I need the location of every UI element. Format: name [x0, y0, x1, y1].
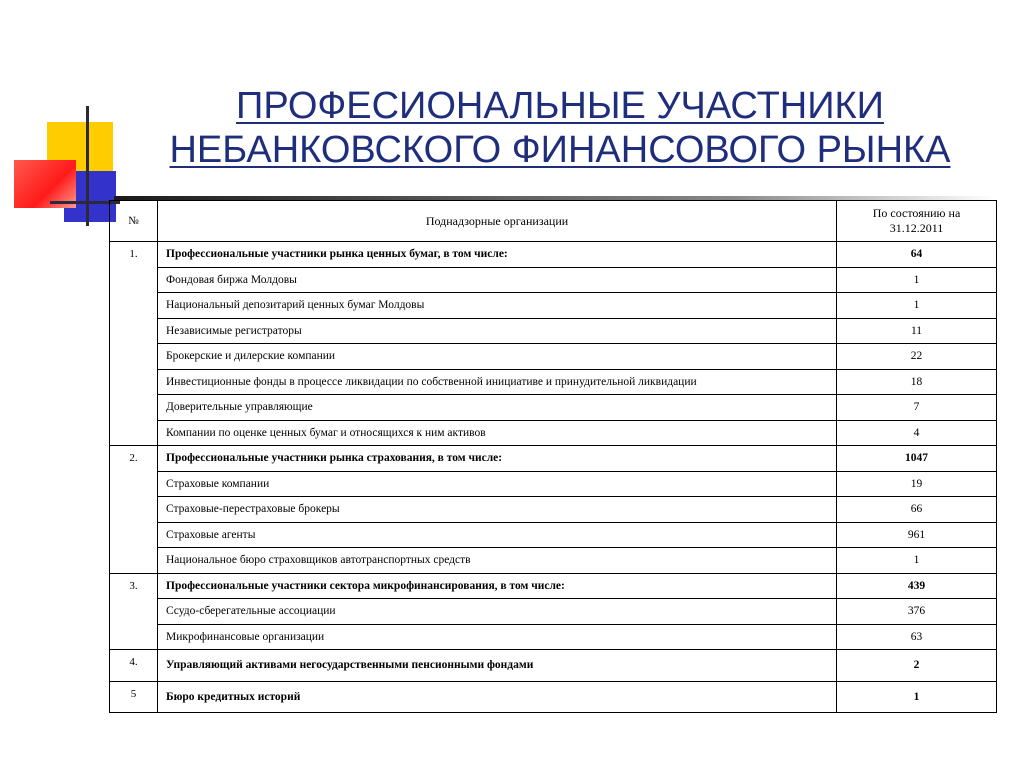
group-value: 1 [837, 681, 997, 713]
item-value: 376 [837, 599, 997, 625]
item-label: Доверительные управляющие [158, 395, 837, 421]
header-num: № [110, 201, 158, 242]
item-value: 66 [837, 497, 997, 523]
group-label: Профессиональные участники рынка страхования, в том числе: [158, 446, 837, 472]
table-row-group [110, 446, 997, 472]
table-body [110, 242, 997, 713]
item-label: Брокерские и дилерские компании [158, 344, 837, 370]
item-value: 1 [837, 293, 997, 319]
item-value: 11 [837, 318, 997, 344]
item-label: Фондовая биржа Молдовы [158, 267, 837, 293]
slide-title-line-1: ПРОФЕСИОНАЛЬНЫЕ УЧАСТНИКИ [236, 85, 884, 127]
item-value: 22 [837, 344, 997, 370]
table-row [110, 344, 997, 370]
item-value: 19 [837, 471, 997, 497]
item-value: 1 [837, 267, 997, 293]
item-value: 7 [837, 395, 997, 421]
item-label: Ссудо-сберегательные ассоциации [158, 599, 837, 625]
group-number: 5 [110, 681, 158, 713]
table-row [110, 395, 997, 421]
item-label: Страховые-перестраховые брокеры [158, 497, 837, 523]
table-row [110, 471, 997, 497]
table-row [110, 318, 997, 344]
table-row [110, 624, 997, 650]
table-header-row [110, 201, 997, 242]
group-value: 2 [837, 650, 997, 682]
slide-title [120, 84, 1000, 172]
header-date-line-2: 31.12.2011 [889, 221, 944, 235]
item-label: Страховые агенты [158, 522, 837, 548]
table-row-group [110, 573, 997, 599]
item-value: 1 [837, 548, 997, 574]
group-number: 4. [110, 650, 158, 682]
item-label: Независимые регистраторы [158, 318, 837, 344]
group-value: 439 [837, 573, 997, 599]
item-label: Страховые компании [158, 471, 837, 497]
item-label: Национальное бюро страховщиков автотранспортных средств [158, 548, 837, 574]
table-row [110, 497, 997, 523]
decor-vertical-line [86, 106, 89, 226]
item-label: Инвестиционные фонды в процессе ликвидации по собственной инициативе и принудительной ликвидации [158, 369, 837, 395]
table-row [110, 420, 997, 446]
item-label: Национальный депозитарий ценных бумаг Молдовы [158, 293, 837, 319]
item-value: 4 [837, 420, 997, 446]
item-label: Компании по оценке ценных бумаг и относящихся к ним активов [158, 420, 837, 446]
participants-table [109, 200, 997, 713]
table-row [110, 267, 997, 293]
group-number: 1. [110, 242, 158, 446]
item-value: 18 [837, 369, 997, 395]
header-date [837, 201, 997, 242]
group-number: 3. [110, 573, 158, 650]
table-row [110, 548, 997, 574]
table-row [110, 599, 997, 625]
item-label: Микрофинансовые организации [158, 624, 837, 650]
header-organizations: Поднадзорные организации [158, 201, 837, 242]
group-value: 64 [837, 242, 997, 268]
table-row-group [110, 681, 997, 713]
header-date-line-1: По состоянию на [872, 206, 961, 220]
group-value: 1047 [837, 446, 997, 472]
group-label: Профессиональные участники рынка ценных бумаг, в том числе: [158, 242, 837, 268]
group-label: Бюро кредитных историй [158, 681, 837, 713]
table-row-group [110, 650, 997, 682]
group-label: Управляющий активами негосударственными пенсионными фондами [158, 650, 837, 682]
table-row [110, 293, 997, 319]
slide-title-line-2: НЕБАНКОВСКОГО ФИНАНСОВОГО РЫНКА [169, 129, 951, 171]
table-row [110, 369, 997, 395]
table-row [110, 522, 997, 548]
group-number: 2. [110, 446, 158, 574]
item-value: 961 [837, 522, 997, 548]
table-row-group [110, 242, 997, 268]
item-value: 63 [837, 624, 997, 650]
group-label: Профессиональные участники сектора микрофинансирования, в том числе: [158, 573, 837, 599]
